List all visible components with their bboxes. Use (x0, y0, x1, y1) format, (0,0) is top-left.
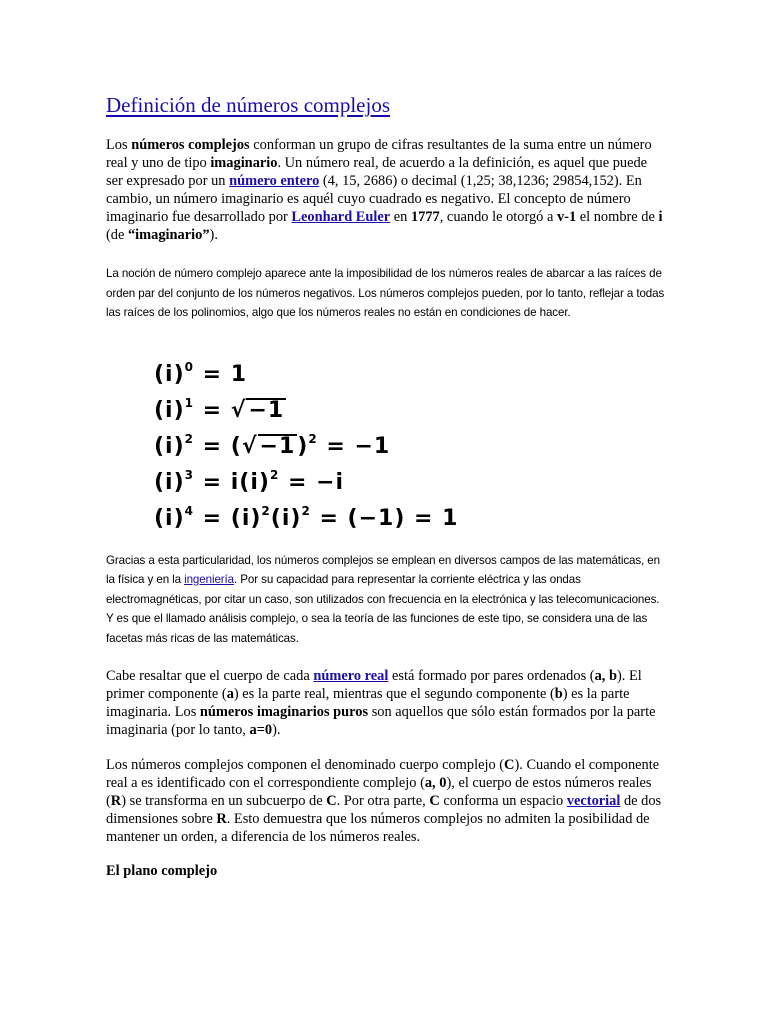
bold-term: números imaginarios puros (199, 704, 369, 720)
text-span: está formado por pares ordenados ( (388, 668, 595, 684)
text-span: son aquellos que sólo están formados por la parte imaginaria (por lo tanto, (106, 704, 656, 738)
bold-term: C (326, 793, 337, 809)
formula-line-2: $(i)^1 = √-1$ (154, 385, 474, 421)
bold-term: a (226, 686, 234, 702)
text-span: conforman un grupo de cifras resultantes de la suma entre un número real y uno de tipo (106, 137, 652, 171)
bold-term: “imaginario” (127, 227, 210, 243)
text-span: Los números complejos componen el denominado cuerpo complejo ( (106, 757, 505, 773)
text-span: ). Cuando el componente real a es identificado con el correspondiente complejo ( (106, 757, 660, 791)
page-title[interactable]: Definición de números complejos (106, 93, 391, 117)
bold-term: a, b (594, 668, 617, 684)
sqrt-symbol: √−1 (241, 433, 296, 459)
text-span: Gracias a esta particularidad, los números complejos se emplean en diversos campos de las matemáticas, en la física y en la (106, 553, 660, 586)
text-span: ) es la parte imaginaria. Los (106, 686, 630, 720)
bold-term: b (554, 686, 563, 702)
formula-line-1: $(i)^0 = 1$ (154, 359, 248, 387)
text-span: ), el cuerpo de estos números reales ( (106, 775, 652, 809)
text-span: . Un número real, de acuerdo a la definición, es aquel que puede ser expresado por un (106, 155, 648, 189)
section-heading: El plano complejo (106, 863, 218, 879)
text-span: Cabe resaltar que el cuerpo de cada (106, 668, 314, 684)
text-span: . Por su capacidad para representar la corriente eléctrica y las ondas electromagnéticas, por citar un caso, son utilizados con frecuencia en la electrónica y las telecomunicaciones. Y es que el llamado análisis complejo, o sea la teoría de las funciones de este tipo, se considera una de las facetas más ricas de las matemáticas. (106, 573, 660, 645)
text-span: . Esto demuestra que los números complejos no admiten la posibilidad de mantener un orden, a diferencia de los números reales. (106, 811, 650, 845)
formula-line-5: $(i)^4 = (i)^2(i)^2 = (-1) = 1$ (154, 503, 459, 531)
bold-term: a, 0 (424, 775, 447, 791)
text-span: de dos dimensiones sobre (106, 793, 662, 827)
text-span: Los (106, 137, 132, 153)
bold-term: C (429, 793, 440, 809)
text-span: el nombre de (576, 209, 659, 225)
text-span: ) es la parte real, mientras que el segundo componente ( (233, 686, 555, 702)
bold-term: v-1 (556, 209, 577, 225)
formula-line-3: $(i)^2 = (√-1)^2 = -1$ (154, 421, 474, 457)
bold-term: a=0 (249, 722, 273, 738)
text-span: (de (106, 227, 128, 243)
bold-term: C (504, 757, 515, 773)
formula-line-4: $(i)^3 = i(i)^2 = -i$ (154, 467, 345, 495)
sqrt-symbol: √−1 (230, 397, 285, 423)
link-ingenieria[interactable]: ingeniería (184, 573, 235, 586)
link-numero-entero[interactable]: número entero (229, 173, 320, 189)
bold-term: R (216, 811, 227, 827)
text-span: en (390, 209, 411, 225)
bold-term: imaginario (210, 155, 278, 171)
paragraph-intro (106, 136, 666, 244)
bold-term: i (658, 209, 663, 225)
paragraph-pairs (106, 667, 666, 739)
link-leonhard-euler[interactable]: Leonhard Euler (291, 209, 391, 225)
paragraph-sans-intro: La noción de número complejo aparece ante la imposibilidad de los números reales de abarcar a las raíces de orden par del conjunto de los números negativos. Los números complejos pueden, por lo tanto, reflejar a todas las raíces de los polinomios, algo que los números reales no están en condiciones de hacer. (106, 267, 665, 319)
text-span: , cuando le otorgó a (439, 209, 557, 225)
bold-term: 1777 (410, 209, 440, 225)
text-span: conforma un espacio (439, 793, 567, 809)
text-span: ) se transforma en un subcuerpo de (121, 793, 327, 809)
text-span: ). (272, 722, 281, 738)
bold-term: números complejos (131, 137, 250, 153)
paragraph-complex-field (106, 756, 666, 846)
formula-image (154, 349, 474, 529)
bold-term: R (110, 793, 122, 809)
text-span: ). El primer componente ( (106, 668, 642, 702)
link-numero-real[interactable]: número real (313, 668, 389, 684)
text-span: . Por otra parte, (336, 793, 430, 809)
text-span: (4, 15, 2686) o decimal (1,25; 38,1236; 29854,152). En cambio, un número imaginario es aquél cuyo cuadrado es negativo. El concepto de número imaginario fue desarrollado por (106, 173, 642, 225)
link-vectorial[interactable]: vectorial (566, 793, 621, 809)
text-span: ). (209, 227, 218, 243)
paragraph-sans-applications (106, 551, 666, 649)
document-page (106, 92, 666, 880)
